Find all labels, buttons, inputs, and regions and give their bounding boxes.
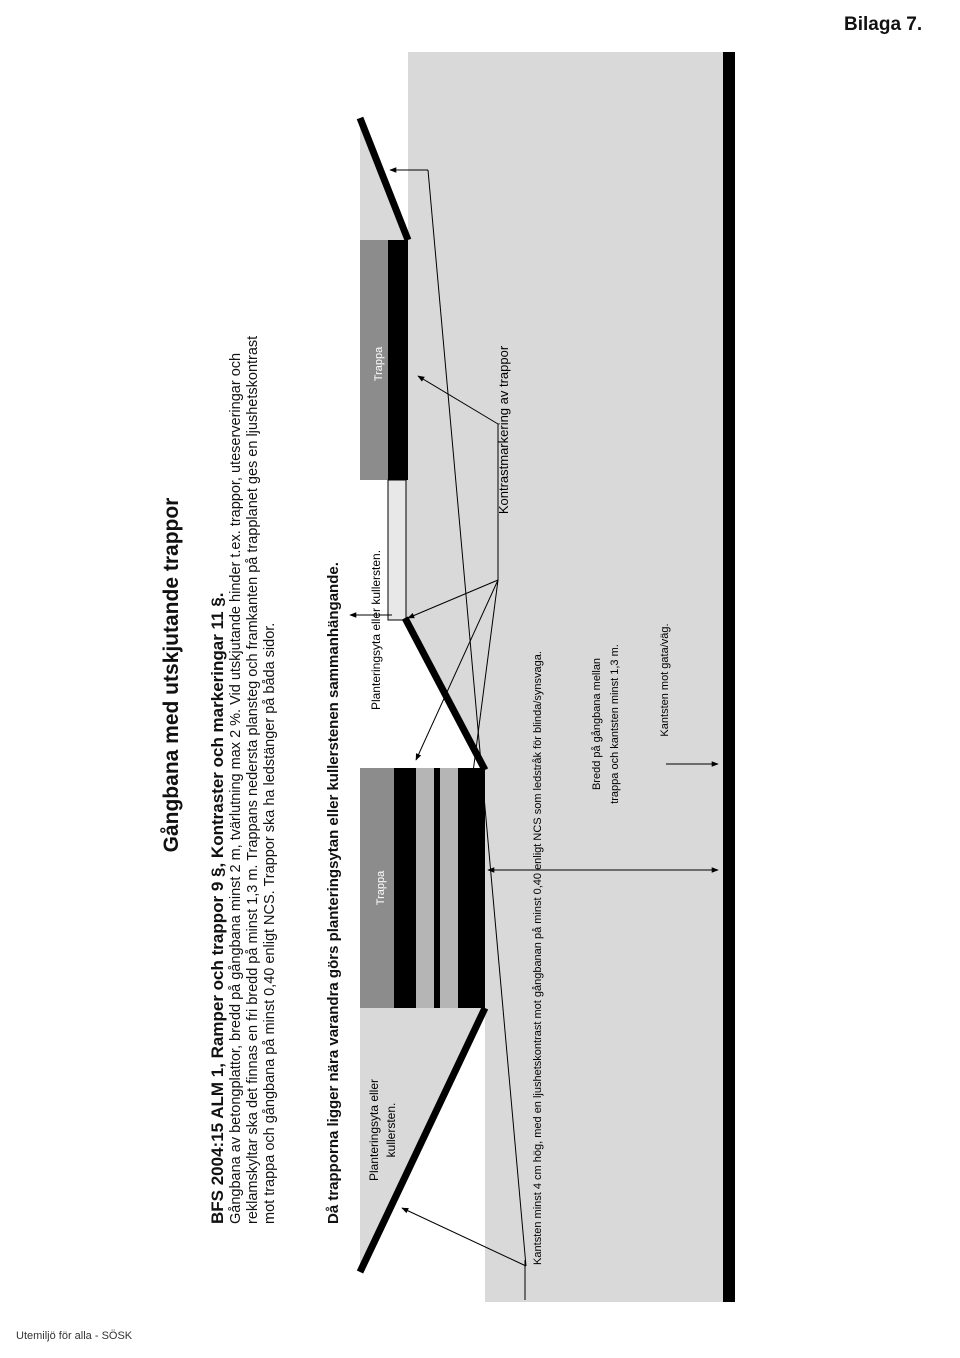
label-walkway-width: Bredd på gångbana mellan bbox=[591, 657, 603, 791]
label-planting-middle: Planteringsyta eller kullersten. bbox=[369, 549, 383, 711]
label-stair-upper: Trappa bbox=[373, 346, 385, 382]
label-curb: Kantsten minst 4 cm hög, med en ljushetskontrast mot gångbanan på minst 0,40 enligt NCS som ledstråk för blinda/synsvaga. bbox=[532, 651, 544, 1265]
label-street-curb: Kantsten mot gata/väg. bbox=[659, 623, 671, 737]
footer-text: Utemiljö för alla - SÖSK bbox=[16, 1330, 133, 1342]
label-planting-left: kullersten. bbox=[384, 1102, 398, 1158]
note-paragraph: Då trapporna ligger nära varandra görs planteringsytan eller kullerstenen sammanhängande. bbox=[325, 562, 342, 1224]
intro-line: Gångbana av betongplattor, bredd på gångbana minst 2 m, tvärlutning max 2 %. Vid utskjutande hinder t.ex. trappor, uteserveringar och bbox=[228, 352, 244, 1224]
intro-line: mot trappa och gångbana på minst 0,40 enligt NCS. Trappor ska ha ledstänger på båda sidor. bbox=[262, 622, 278, 1224]
intro-line: reklamskyltar ska det finnas en fri bredd på minst 1,3 m. Trappans nedersta plansteg och framkanten på trapplanet ges en ljushetskontrast bbox=[245, 335, 261, 1224]
page-title: Gångbana med utskjutande trappor bbox=[160, 497, 183, 853]
appendix-label: Bilaga 7. bbox=[844, 14, 923, 35]
label-stair-lower: Trappa bbox=[375, 870, 387, 906]
intro-reference: BFS 2004:15 ALM 1, Ramper och trappor 9 §, Kontraster och markeringar 11 §. bbox=[208, 592, 227, 1224]
label-walkway-width: trappa och kantsten minst 1,3 m. bbox=[609, 644, 621, 804]
label-contrast-marking: Kontrastmarkering av trappor bbox=[496, 345, 511, 515]
label-planting-left: Planteringsyta eller bbox=[367, 1078, 381, 1182]
street-curb bbox=[723, 52, 735, 1302]
